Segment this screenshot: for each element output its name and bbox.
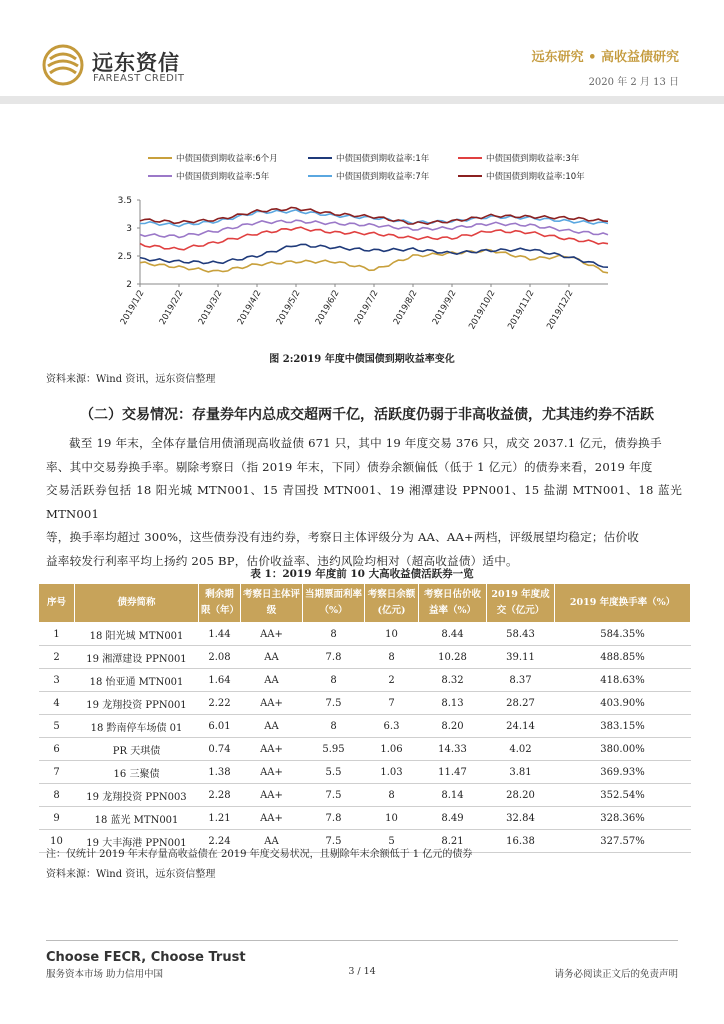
header-bar bbox=[0, 96, 724, 104]
table-caption: 表 1：2019 年度前 10 大高收益债活跃券一览 bbox=[250, 568, 474, 580]
table-cell: 7.5 bbox=[303, 692, 365, 715]
table-cell: PR 天琪债 bbox=[75, 738, 199, 761]
table-cell: 1 bbox=[39, 623, 75, 646]
y-tick-label: 2.5 bbox=[117, 252, 132, 262]
table-cell: AA+ bbox=[241, 623, 303, 646]
table-cell: 39.11 bbox=[487, 646, 555, 669]
table-cell: 8 bbox=[365, 784, 419, 807]
table-cell: 2.22 bbox=[199, 692, 241, 715]
column-header: 序号 bbox=[39, 584, 75, 623]
series-line bbox=[140, 208, 608, 225]
table-cell: 24.14 bbox=[487, 715, 555, 738]
table-cell: 11.47 bbox=[419, 761, 487, 784]
table-cell: 488.85% bbox=[555, 646, 691, 669]
table-cell: 6.3 bbox=[365, 715, 419, 738]
y-tick-label: 2 bbox=[126, 280, 132, 290]
x-tick-label: 2019/4/2 bbox=[235, 288, 264, 327]
table-cell: 3 bbox=[39, 669, 75, 692]
table-cell: 8.37 bbox=[487, 669, 555, 692]
legend-swatch bbox=[148, 157, 172, 159]
table-row bbox=[39, 623, 691, 646]
table-cell: 7.8 bbox=[303, 646, 365, 669]
paragraph-line: 截至 19 年末，全体存量信用债涌现高收益债 671 只，其中 19 年度交易 376 只，成交 2037.1 亿元，债券换手 bbox=[69, 436, 662, 450]
legend-item: 中债国债到期收益率:10年 bbox=[458, 170, 585, 182]
table-cell: 18 怡亚通 MTN001 bbox=[75, 669, 199, 692]
table-cell: 7.5 bbox=[303, 784, 365, 807]
paragraph-line: 益率较发行利率平均上扬约 205 BP，估价收益率、违约风险均相对（超高收益债）适中。 bbox=[46, 553, 518, 568]
table-cell: 14.33 bbox=[419, 738, 487, 761]
table-cell: 7.5 bbox=[303, 830, 365, 853]
active-bonds-table bbox=[38, 583, 691, 853]
table-cell: 8.21 bbox=[419, 830, 487, 853]
legend-item: 中债国债到期收益率:6个月 bbox=[148, 152, 278, 164]
table-cell: 403.90% bbox=[555, 692, 691, 715]
table-cell: 10 bbox=[365, 807, 419, 830]
figure-caption: 图 2:2019 年度中债国债到期收益率变化 bbox=[269, 354, 455, 365]
table-cell: 2.08 bbox=[199, 646, 241, 669]
table-cell: 16.38 bbox=[487, 830, 555, 853]
footer-divider bbox=[46, 940, 678, 941]
table-cell: 58.43 bbox=[487, 623, 555, 646]
x-tick-label: 2019/7/2 bbox=[352, 288, 381, 327]
table-cell: 4 bbox=[39, 692, 75, 715]
table-cell: AA+ bbox=[241, 692, 303, 715]
table-cell: 8 bbox=[303, 623, 365, 646]
y-tick-label: 3 bbox=[126, 224, 132, 234]
table-cell: AA+ bbox=[241, 807, 303, 830]
table-cell: 1.03 bbox=[365, 761, 419, 784]
column-header: 当期票面利率（%） bbox=[303, 584, 365, 623]
table-cell: 0.74 bbox=[199, 738, 241, 761]
table-cell: AA bbox=[241, 715, 303, 738]
x-tick-label: 2019/9/2 bbox=[430, 288, 459, 327]
paragraph-line: 等，换手率均超过 300%，这些债券没有违约券，考察日主体评级分为 AA、AA+两档，评级展望均稳定；估价收 bbox=[46, 530, 640, 544]
logo-icon bbox=[42, 44, 84, 86]
series-line bbox=[140, 249, 608, 272]
table-source: 资料来源：Wind 资讯，远东资信整理 bbox=[46, 869, 216, 880]
legend-item: 中债国债到期收益率:7年 bbox=[308, 170, 429, 182]
table-cell: 2.24 bbox=[199, 830, 241, 853]
legend-item: 中债国债到期收益率:5年 bbox=[148, 170, 269, 182]
figure-source: 资料来源：Wind 资讯，远东资信整理 bbox=[46, 374, 216, 385]
x-tick-label: 2019/11/2 bbox=[506, 288, 537, 332]
x-tick-label: 2019/3/2 bbox=[196, 288, 225, 327]
table-row bbox=[39, 646, 691, 669]
section-paragraph bbox=[46, 432, 682, 573]
legend-swatch bbox=[308, 175, 332, 177]
table-cell: AA+ bbox=[241, 738, 303, 761]
table-cell: 8.20 bbox=[419, 715, 487, 738]
legend-swatch bbox=[308, 157, 332, 159]
logo-name-en: FAREAST CREDIT bbox=[93, 73, 185, 84]
column-header: 2019 年度成交（亿元） bbox=[487, 584, 555, 623]
table-cell: 18 黔南停车场债 01 bbox=[75, 715, 199, 738]
x-tick-label: 2019/6/2 bbox=[313, 288, 342, 327]
table-cell: AA bbox=[241, 669, 303, 692]
table-cell: 1.21 bbox=[199, 807, 241, 830]
table-cell: 5.5 bbox=[303, 761, 365, 784]
table-cell: 10.28 bbox=[419, 646, 487, 669]
page-number: 3 / 14 bbox=[348, 966, 376, 977]
table-cell: 32.84 bbox=[487, 807, 555, 830]
section-title: （二）交易情况：存量券年内总成交超两千亿，活跃度仍弱于非高收益债，尤其违约券不活跃 bbox=[80, 407, 654, 423]
company-logo bbox=[42, 44, 84, 90]
y-tick-label: 3.5 bbox=[117, 196, 132, 206]
report-date: 2020 年 2 月 13 日 bbox=[588, 77, 679, 88]
table-row bbox=[39, 738, 691, 761]
table-cell: 383.15% bbox=[555, 715, 691, 738]
table-cell: 19 龙翔投资 PPN003 bbox=[75, 784, 199, 807]
table-row bbox=[39, 784, 691, 807]
yield-line-chart bbox=[100, 190, 620, 340]
table-cell: 418.63% bbox=[555, 669, 691, 692]
legend-swatch bbox=[148, 175, 172, 177]
table-cell: 327.57% bbox=[555, 830, 691, 853]
table-cell: 1.06 bbox=[365, 738, 419, 761]
legend-item: 中债国债到期收益率:1年 bbox=[308, 152, 429, 164]
legend-swatch bbox=[458, 175, 482, 177]
legend-item: 中债国债到期收益率:3年 bbox=[458, 152, 579, 164]
table-cell: 2 bbox=[39, 646, 75, 669]
table-cell: 8.13 bbox=[419, 692, 487, 715]
table-cell: 7.8 bbox=[303, 807, 365, 830]
column-header: 考察日估价收益率（%） bbox=[419, 584, 487, 623]
table-cell: 6 bbox=[39, 738, 75, 761]
table-cell: 584.35% bbox=[555, 623, 691, 646]
table-cell: 2 bbox=[365, 669, 419, 692]
table-cell: 8 bbox=[303, 715, 365, 738]
column-header: 债券简称 bbox=[75, 584, 199, 623]
x-tick-label: 2019/8/2 bbox=[391, 288, 420, 327]
legend-swatch bbox=[458, 157, 482, 159]
table-cell: 7 bbox=[365, 692, 419, 715]
table-row bbox=[39, 669, 691, 692]
table-cell: 3.81 bbox=[487, 761, 555, 784]
table-cell: AA bbox=[241, 830, 303, 853]
column-header: 考察日余额(亿元) bbox=[365, 584, 419, 623]
table-cell: 19 大丰海港 PPN001 bbox=[75, 830, 199, 853]
table-cell: 380.00% bbox=[555, 738, 691, 761]
paragraph-line: 率、其中交易券换手率。剔除考察日（指 2019 年末，下同）债券余额偏低（低于 1 亿元）的债券来看，2019 年度 bbox=[46, 459, 653, 474]
series-line bbox=[140, 244, 608, 267]
x-tick-label: 2019/2/2 bbox=[157, 288, 186, 327]
paragraph-line: 交易活跃券包括 18 阳光城 MTN001、15 青国投 MTN001、19 湘潭建设 PPN001、15 盐湖 MTN001、18 蓝光 MTN001 bbox=[46, 483, 682, 521]
table-cell: 8.44 bbox=[419, 623, 487, 646]
table-cell: AA+ bbox=[241, 784, 303, 807]
table-cell: 8.49 bbox=[419, 807, 487, 830]
table-body bbox=[39, 623, 691, 853]
footer-tagline: 服务资本市场 助力信用中国 bbox=[46, 969, 164, 980]
table-cell: 18 蓝光 MTN001 bbox=[75, 807, 199, 830]
x-tick-label: 2019/12/2 bbox=[545, 288, 576, 332]
table-cell: 5 bbox=[39, 715, 75, 738]
footer-slogan: Choose FECR, Choose Trust bbox=[46, 950, 246, 965]
table-cell: 1.64 bbox=[199, 669, 241, 692]
x-tick-label: 2019/5/2 bbox=[274, 288, 303, 327]
table-cell: AA+ bbox=[241, 761, 303, 784]
table-cell: 2.28 bbox=[199, 784, 241, 807]
column-header: 剩余期限（年） bbox=[199, 584, 241, 623]
logo-name-cn: 远东资信 bbox=[92, 51, 180, 75]
table-cell: 8.14 bbox=[419, 784, 487, 807]
table-row bbox=[39, 807, 691, 830]
table-cell: 4.02 bbox=[487, 738, 555, 761]
table-row bbox=[39, 761, 691, 784]
table-cell: 10 bbox=[39, 830, 75, 853]
table-cell: 1.38 bbox=[199, 761, 241, 784]
table-cell: 369.93% bbox=[555, 761, 691, 784]
table-cell: 5 bbox=[365, 830, 419, 853]
table-cell: 328.36% bbox=[555, 807, 691, 830]
table-row bbox=[39, 692, 691, 715]
column-header: 考察日主体评级 bbox=[241, 584, 303, 623]
report-series: 远东研究 • 高收益债研究 bbox=[531, 50, 679, 65]
table-cell: 8 bbox=[39, 784, 75, 807]
table-cell: 8 bbox=[303, 669, 365, 692]
table-note: 注：仅统计 2019 年末存量高收益债在 2019 年度交易状况，且剔除年末余额低于 1 亿元的债券 bbox=[46, 849, 473, 860]
table-cell: 28.20 bbox=[487, 784, 555, 807]
column-header: 2019 年度换手率（%） bbox=[555, 584, 691, 623]
table-cell: 18 阳光城 MTN001 bbox=[75, 623, 199, 646]
table-cell: 19 湘潭建设 PPN001 bbox=[75, 646, 199, 669]
x-tick-label: 2019/10/2 bbox=[467, 288, 498, 332]
table-cell: 10 bbox=[365, 623, 419, 646]
table-cell: 6.01 bbox=[199, 715, 241, 738]
table-cell: 352.54% bbox=[555, 784, 691, 807]
table-cell: 1.44 bbox=[199, 623, 241, 646]
table-cell: 8 bbox=[365, 646, 419, 669]
table-cell: 9 bbox=[39, 807, 75, 830]
table-row bbox=[39, 715, 691, 738]
x-tick-label: 2019/1/2 bbox=[118, 288, 147, 327]
disclaimer-note: 请务必阅读正文后的免责声明 bbox=[554, 969, 678, 980]
table-cell: 8.32 bbox=[419, 669, 487, 692]
table-cell: 28.27 bbox=[487, 692, 555, 715]
table-cell: 5.95 bbox=[303, 738, 365, 761]
table-cell: 19 龙翔投资 PPN001 bbox=[75, 692, 199, 715]
table-cell: 16 三聚债 bbox=[75, 761, 199, 784]
table-cell: AA bbox=[241, 646, 303, 669]
table-header-row bbox=[39, 584, 691, 623]
table-cell: 7 bbox=[39, 761, 75, 784]
